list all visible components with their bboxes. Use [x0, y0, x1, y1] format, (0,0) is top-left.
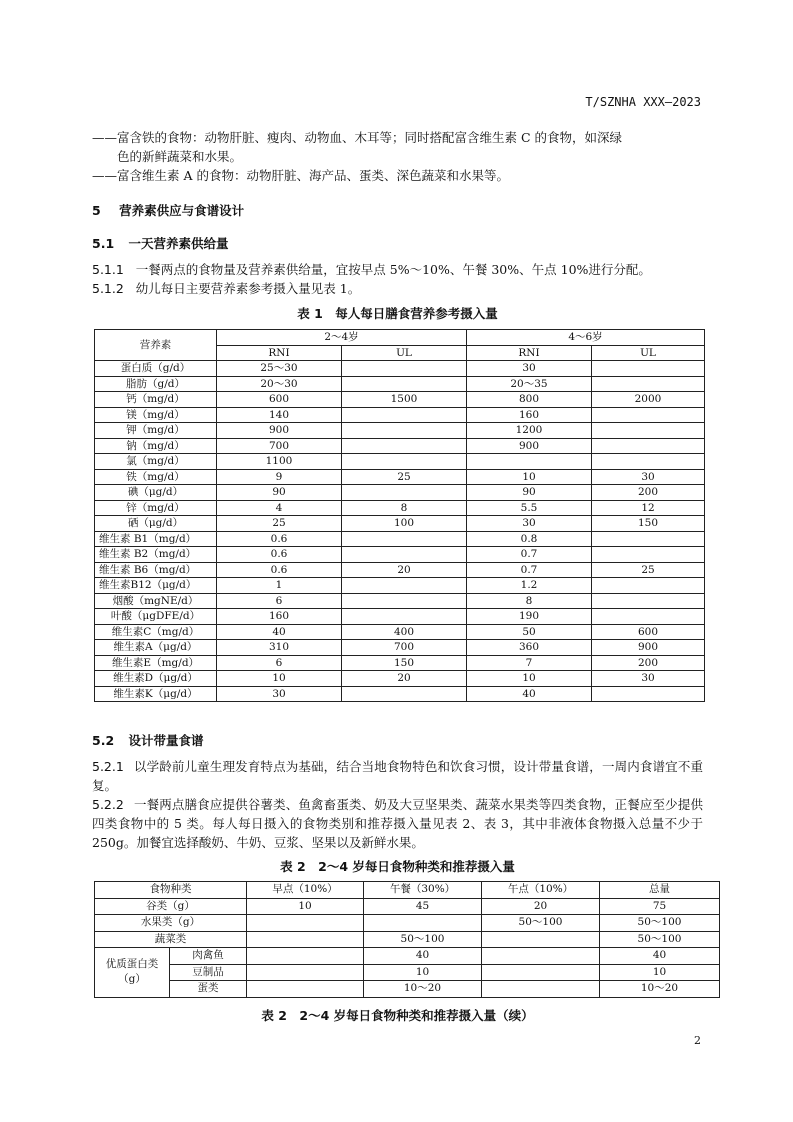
table-cell: 360	[467, 640, 592, 656]
section-number: 5	[92, 203, 101, 218]
table-cell: 140	[217, 407, 342, 423]
nutrient-name-cell: 氯（mg/d）	[95, 454, 217, 470]
table-cell	[482, 948, 600, 965]
table-cell: 600	[592, 624, 705, 640]
nutrient-name-cell: 钠（mg/d）	[95, 438, 217, 454]
table-row	[95, 948, 720, 965]
table-cell: 0.6	[217, 562, 342, 578]
table-cell: 700	[217, 438, 342, 454]
table-cell: 0.7	[467, 562, 592, 578]
nutrient-name-cell: 维生素 B1（mg/d）	[95, 531, 217, 547]
table-cell: 30	[467, 361, 592, 377]
table-cell: 40	[600, 948, 720, 965]
table-cell: 30	[217, 686, 342, 702]
table-cell: 10～20	[364, 981, 482, 998]
table-cell: 10	[600, 964, 720, 981]
clause-text: 以学龄前儿童生理发育特点为基础，结合当地食物特色和饮食习惯，设计带量食谱，一周内食谱宜不重复。	[92, 759, 703, 793]
table-cell: 310	[217, 640, 342, 656]
table-cell: 900	[467, 438, 592, 454]
header-nutrient: 营养素	[95, 330, 217, 361]
table-row	[95, 981, 720, 998]
table-cell: 10～20	[600, 981, 720, 998]
table-cell: 100	[342, 516, 467, 532]
table-row	[95, 624, 705, 640]
document-code: T/SZNHA XXX—2023	[585, 95, 701, 109]
table-row	[95, 376, 705, 392]
table-cell: 1	[217, 578, 342, 594]
table-cell: 160	[467, 407, 592, 423]
table-cell: 20	[482, 898, 600, 915]
table-row	[95, 500, 705, 516]
food-name-cell: 蔬菜类	[95, 931, 247, 948]
table-cell	[342, 609, 467, 625]
table-cell: 50～100	[600, 915, 720, 932]
table-cell: 45	[364, 898, 482, 915]
nutrient-name-cell: 叶酸（μgDFE/d）	[95, 609, 217, 625]
header-ul: UL	[592, 345, 705, 361]
table-cell	[592, 531, 705, 547]
table-row	[95, 898, 720, 915]
header-age-4-6: 4～6岁	[467, 330, 705, 346]
food-subtype-cell: 蛋类	[170, 981, 247, 998]
table-cell: 10	[217, 671, 342, 687]
table-cell	[342, 531, 467, 547]
table-cell: 7	[467, 655, 592, 671]
table-cell: 20～30	[217, 376, 342, 392]
section-title: 营养素供应与食谱设计	[119, 203, 245, 218]
clause-text: 一餐两点的食物量及营养素供给量，宜按早点 5%～10%、午餐 30%、午点 10%进行分配。	[135, 262, 651, 277]
clause-number: 5.2.1	[92, 759, 124, 774]
table-cell	[592, 423, 705, 439]
table-cell	[247, 948, 364, 965]
table-cell: 25	[217, 516, 342, 532]
table-cell	[342, 593, 467, 609]
table-cell: 30	[592, 469, 705, 485]
table-cell: 40	[217, 624, 342, 640]
table-cell	[592, 686, 705, 702]
section-5-2-heading	[92, 731, 204, 750]
table-row	[95, 438, 705, 454]
header-total: 总量	[600, 882, 720, 899]
table-row	[95, 931, 720, 948]
table-cell: 12	[592, 500, 705, 516]
table-cell: 4	[217, 500, 342, 516]
header-rni: RNI	[467, 345, 592, 361]
table-cell: 9	[217, 469, 342, 485]
table-2-continued-caption: 表 2 2～4 岁每日食物种类和推荐摄入量（续）	[261, 1008, 534, 1023]
table-cell	[247, 981, 364, 998]
header-lunch: 午餐（30%）	[364, 882, 482, 899]
nutrient-name-cell: 蛋白质（g/d）	[95, 361, 217, 377]
food-name-cell: 谷类（g）	[95, 898, 247, 915]
table-cell: 30	[592, 671, 705, 687]
table-cell: 40	[364, 948, 482, 965]
header-breakfast: 早点（10%）	[247, 882, 364, 899]
table-cell	[342, 407, 467, 423]
nutrient-name-cell: 碘（μg/d）	[95, 485, 217, 501]
nutrient-name-cell: 维生素D（μg/d）	[95, 671, 217, 687]
table-header-row	[95, 882, 720, 899]
table-cell	[467, 454, 592, 470]
table-cell: 190	[467, 609, 592, 625]
table-row	[95, 686, 705, 702]
table-row	[95, 485, 705, 501]
nutrient-name-cell: 维生素B12（μg/d）	[95, 578, 217, 594]
table-row	[95, 655, 705, 671]
table-cell: 40	[467, 686, 592, 702]
table-cell	[342, 361, 467, 377]
table-row	[95, 915, 720, 932]
table-row	[95, 469, 705, 485]
paragraph-5-1-2	[92, 279, 360, 298]
table-cell	[342, 485, 467, 501]
nutrient-name-cell: 铁（mg/d）	[95, 469, 217, 485]
nutrient-name-cell: 维生素A（μg/d）	[95, 640, 217, 656]
section-5-heading	[92, 201, 244, 220]
table-cell	[592, 407, 705, 423]
table-cell: 20～35	[467, 376, 592, 392]
nutrient-name-cell: 钙（mg/d）	[95, 392, 217, 408]
table-row	[95, 516, 705, 532]
table-cell	[592, 547, 705, 563]
intro-line-iron-cont: 色的新鲜蔬菜和水果。	[117, 149, 243, 164]
table-cell: 10	[467, 469, 592, 485]
table-cell: 6	[217, 655, 342, 671]
table-cell	[342, 454, 467, 470]
table-cell: 1500	[342, 392, 467, 408]
nutrient-intake-table	[94, 329, 705, 702]
table-row	[95, 609, 705, 625]
table-row	[95, 547, 705, 563]
table-cell	[592, 376, 705, 392]
table-cell	[342, 578, 467, 594]
table-cell	[342, 686, 467, 702]
table-cell: 20	[342, 562, 467, 578]
table-cell: 25	[592, 562, 705, 578]
table-cell: 50	[467, 624, 592, 640]
table-cell: 400	[342, 624, 467, 640]
table-row	[95, 671, 705, 687]
table-cell: 50～100	[364, 931, 482, 948]
nutrient-name-cell: 维生素 B2（mg/d）	[95, 547, 217, 563]
table-cell: 10	[364, 964, 482, 981]
header-snack: 午点（10%）	[482, 882, 600, 899]
nutrient-name-cell: 镁（mg/d）	[95, 407, 217, 423]
table-cell: 75	[600, 898, 720, 915]
table-cell: 25～30	[217, 361, 342, 377]
nutrient-name-cell: 维生素 B6（mg/d）	[95, 562, 217, 578]
table-row	[95, 562, 705, 578]
table-1-caption: 表 1 每人每日膳食营养参考摄入量	[297, 306, 498, 321]
table-cell: 0.7	[467, 547, 592, 563]
nutrient-name-cell: 维生素C（mg/d）	[95, 624, 217, 640]
section-number: 5.1	[92, 236, 115, 251]
nutrient-name-cell: 脂肪（g/d）	[95, 376, 217, 392]
clause-number: 5.1.1	[92, 262, 124, 277]
table-cell: 20	[342, 671, 467, 687]
table-cell: 1200	[467, 423, 592, 439]
table-cell: 8	[467, 593, 592, 609]
table-row	[95, 454, 705, 470]
table-cell: 6	[217, 593, 342, 609]
table-row	[95, 392, 705, 408]
table-cell	[247, 931, 364, 948]
table-cell	[342, 423, 467, 439]
table-cell: 30	[467, 516, 592, 532]
table-cell: 90	[217, 485, 342, 501]
table-cell	[342, 547, 467, 563]
table-cell	[592, 438, 705, 454]
section-number: 5.2	[92, 733, 115, 748]
table-cell	[592, 609, 705, 625]
table-row	[95, 593, 705, 609]
table-cell: 0.6	[217, 531, 342, 547]
intro-line-vitamin-a: ——富含维生素 A 的食物：动物肝脏、海产品、蛋类、深色蔬菜和水果等。	[92, 168, 509, 183]
table-cell: 2000	[592, 392, 705, 408]
table-cell	[482, 981, 600, 998]
table-cell: 1.2	[467, 578, 592, 594]
table-row	[95, 578, 705, 594]
table-cell: 0.6	[217, 547, 342, 563]
nutrient-name-cell: 硒（μg/d）	[95, 516, 217, 532]
table-cell: 10	[467, 671, 592, 687]
table-row	[95, 964, 720, 981]
table-cell: 25	[342, 469, 467, 485]
table-cell	[247, 915, 364, 932]
table-cell: 150	[342, 655, 467, 671]
table-cell	[247, 964, 364, 981]
nutrient-name-cell: 锌（mg/d）	[95, 500, 217, 516]
table-cell: 50～100	[600, 931, 720, 948]
paragraph-5-2-1	[92, 757, 703, 795]
table-cell	[592, 593, 705, 609]
table-cell	[592, 454, 705, 470]
table-cell: 800	[467, 392, 592, 408]
table-cell: 8	[342, 500, 467, 516]
table-cell	[592, 578, 705, 594]
table-row	[95, 640, 705, 656]
table-cell: 150	[592, 516, 705, 532]
table-row	[95, 407, 705, 423]
table-cell	[342, 376, 467, 392]
nutrient-name-cell: 钾（mg/d）	[95, 423, 217, 439]
table-cell: 200	[592, 655, 705, 671]
food-name-cell: 水果类（g）	[95, 915, 247, 932]
food-intake-table	[94, 881, 720, 998]
table-cell: 50～100	[482, 915, 600, 932]
nutrient-name-cell: 烟酸（mgNE/d）	[95, 593, 217, 609]
food-subtype-cell: 豆制品	[170, 964, 247, 981]
header-food: 食物种类	[95, 882, 247, 899]
header-ul: UL	[342, 345, 467, 361]
table-cell	[342, 438, 467, 454]
section-title: 一天营养素供给量	[128, 236, 229, 251]
header-age-2-4: 2～4岁	[217, 330, 467, 346]
clause-text: 幼儿每日主要营养素参考摄入量见表 1。	[135, 281, 361, 296]
table-row	[95, 423, 705, 439]
page-number: 2	[694, 1034, 701, 1047]
section-title: 设计带量食谱	[128, 733, 204, 748]
table-cell: 900	[217, 423, 342, 439]
table-row	[95, 361, 705, 377]
table-header-row	[95, 330, 705, 346]
nutrient-name-cell: 维生素K（μg/d）	[95, 686, 217, 702]
table-cell: 90	[467, 485, 592, 501]
table-cell: 160	[217, 609, 342, 625]
table-cell: 200	[592, 485, 705, 501]
table-cell: 10	[247, 898, 364, 915]
food-subtype-cell: 肉禽鱼	[170, 948, 247, 965]
nutrient-name-cell: 维生素E（mg/d）	[95, 655, 217, 671]
clause-number: 5.1.2	[92, 281, 124, 296]
table-row	[95, 531, 705, 547]
section-5-1-heading	[92, 234, 229, 253]
intro-line-iron: ——富含铁的食物：动物肝脏、瘦肉、动物血、木耳等；同时搭配富含维生素 C 的食物，如深绿	[92, 130, 623, 145]
table-cell: 1100	[217, 454, 342, 470]
table-cell	[364, 915, 482, 932]
header-rni: RNI	[217, 345, 342, 361]
table-cell: 700	[342, 640, 467, 656]
protein-group-cell: 优质蛋白类（g）	[95, 948, 170, 998]
paragraph-5-2-2	[92, 795, 703, 852]
table-cell	[592, 361, 705, 377]
table-cell: 600	[217, 392, 342, 408]
clause-number: 5.2.2	[92, 797, 124, 812]
paragraph-5-1-1	[92, 260, 651, 279]
clause-text: 一餐两点膳食应提供谷薯类、鱼禽畜蛋类、奶及大豆坚果类、蔬菜水果类等四类食物，正餐应至少提供四类食物中的 5 类。每人每日摄入的食物类别和推荐摄入量见表 2、表 3，其中非液体食物摄入总量不少于 250g。加餐宜选择酸奶、牛奶、豆浆、坚果以及新鲜水果。	[92, 797, 703, 850]
table-2-caption: 表 2 2～4 岁每日食物种类和推荐摄入量	[280, 859, 515, 874]
table-cell: 0.8	[467, 531, 592, 547]
table-cell: 5.5	[467, 500, 592, 516]
table-cell: 900	[592, 640, 705, 656]
table-cell	[482, 931, 600, 948]
table-cell	[482, 964, 600, 981]
